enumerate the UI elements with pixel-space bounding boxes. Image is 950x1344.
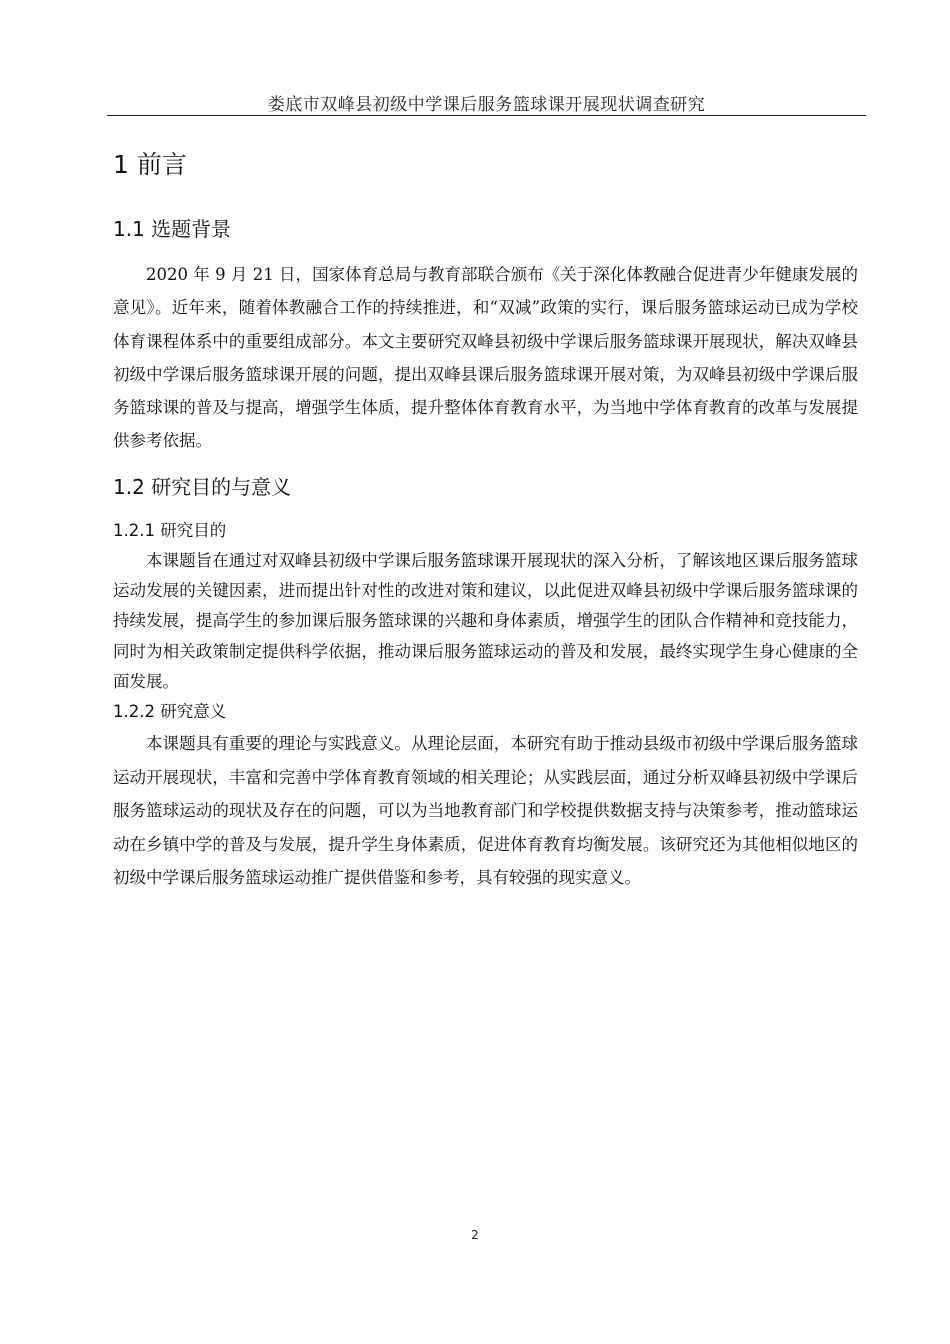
section-heading-1-2: 1.2 研究目的与意义 — [113, 474, 292, 499]
running-header: 娄底市双峰县初级中学课后服务篮球课开展现状调查研究 — [267, 95, 706, 115]
chapter-heading: 1 前言 — [113, 150, 187, 179]
paragraph-purpose: 本课题旨在通过对双峰县初级中学课后服务篮球课开展现状的深入分析，了解该地区课后服务篮球运动发展的关键因素，进而提出针对性的改进对策和建议，以此促进双峰县初级中学课后服务篮球课的持续发展，提高学生的参加课后服务篮球课的兴趣和身体素质，增强学生的团队合作精神和竞技能力，同时为相关政策制定提供科学依据，推动课后服务篮球运动的普及和发展，最终实现学生身心健康的全面发展。 — [113, 550, 858, 691]
page-number: 2 — [471, 1228, 479, 1242]
paragraph-background: 2020 年 9 月 21 日，国家体育总局与教育部联合颁布《关于深化体教融合促进青少年健康发展的意见》。近年来，随着体教融合工作的持续推进，和“双减”政策的实行，课后服务篮球运动已成为学校体育课程体系中的重要组成部分。本文主要研究双峰县初级中学课后服务篮球课开展现状，解决双峰县初级中学课后服务篮球课开展的问题，提出双峰县课后服务篮球课开展对策，为双峰县初级中学课后服务篮球课的普及与提高，增强学生体质，提升整体体育教育水平，为当地中学体育教育的改革与发展提供参考依据。 — [113, 265, 858, 451]
page-body — [113, 150, 858, 895]
subsection-heading-1-2-1: 1.2.1 研究目的 — [113, 520, 227, 540]
paragraph-significance: 本课题具有重要的理论与实践意义。从理论层面，本研究有助于推动县级市初级中学课后服务篮球运动开展现状，丰富和完善中学体育教育领域的相关理论；从实践层面，通过分析双峰县初级中学课后服务篮球运动的现状及存在的问题，可以为当地教育部门和学校提供数据支持与决策参考，推动篮球运动在乡镇中学的普及与发展，提升学生身体素质，促进体育教育均衡发展。该研究还为其他相似地区的初级中学课后服务篮球运动推广提供借鉴和参考，具有较强的现实意义。 — [113, 734, 858, 888]
subsection-heading-1-2-2: 1.2.2 研究意义 — [113, 702, 227, 722]
section-heading-1-1: 1.1 选题背景 — [113, 217, 232, 241]
header-divider — [107, 115, 866, 116]
